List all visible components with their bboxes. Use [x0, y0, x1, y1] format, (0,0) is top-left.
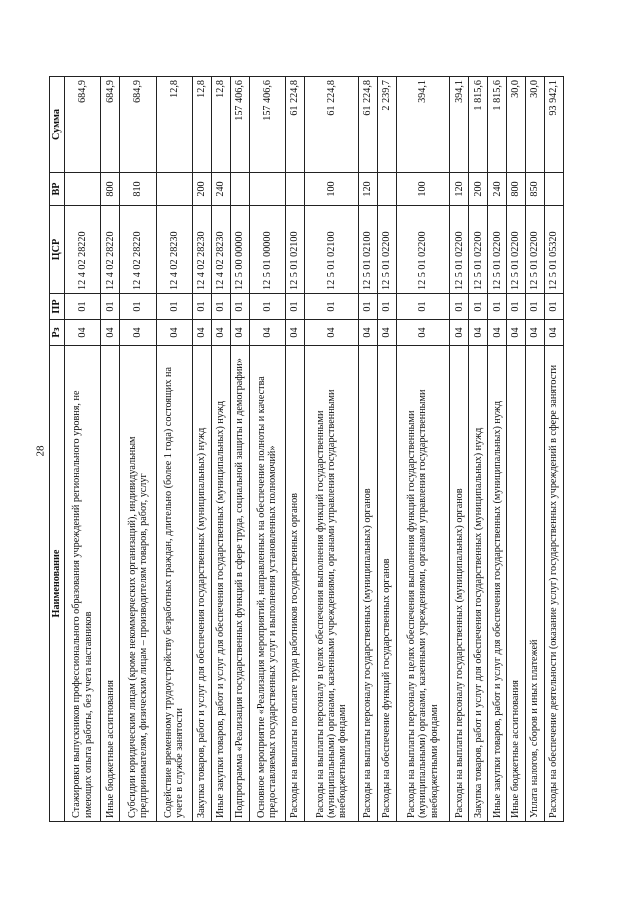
cell-vr: 120 — [358, 173, 377, 206]
header-sum: Сумма — [50, 77, 65, 173]
cell-name: Подпрограмма «Реализация государственных функций в сфере труда, социальной защиты и демографии» — [230, 346, 249, 822]
cell-pr: 01 — [286, 294, 305, 320]
cell-vr: 120 — [450, 173, 469, 206]
cell-name: Расходы на выплаты персоналу в целях обеспечения выполнения функций государственными (муниципальными) органами, казенными учреждениями, органами управления государственными внебюджетными фондами — [396, 346, 450, 822]
cell-csr: 12 5 01 02200 — [469, 206, 488, 294]
cell-pr: 01 — [156, 294, 192, 320]
cell-name: Расходы на выплаты персоналу государственных (муниципальных) органов — [450, 346, 469, 822]
cell-name: Расходы на выплаты по оплате труда работников государственных органов — [286, 346, 305, 822]
cell-sum: 2 239,7 — [377, 77, 396, 173]
cell-sum: 61 224,8 — [286, 77, 305, 173]
cell-vr — [156, 173, 192, 206]
table-row — [286, 77, 305, 822]
cell-csr: 12 4 02 28230 — [211, 206, 230, 294]
cell-rz: 04 — [65, 320, 101, 346]
cell-rz: 04 — [230, 320, 249, 346]
cell-rz: 04 — [156, 320, 192, 346]
cell-name: Расходы на выплаты персоналу государственных (муниципальных) органов — [358, 346, 377, 822]
header-pr: ПР — [50, 294, 65, 320]
cell-sum: 684,9 — [101, 77, 120, 173]
cell-vr: 240 — [211, 173, 230, 206]
header-vr: ВР — [50, 173, 65, 206]
cell-vr: 800 — [101, 173, 120, 206]
cell-vr: 240 — [488, 173, 507, 206]
cell-csr: 12 4 02 28230 — [192, 206, 211, 294]
cell-name: Иные бюджетные ассигнования — [507, 346, 526, 822]
cell-sum: 157 406,6 — [230, 77, 249, 173]
cell-vr — [545, 173, 564, 206]
table-row — [305, 77, 359, 822]
cell-rz: 04 — [101, 320, 120, 346]
cell-pr: 01 — [358, 294, 377, 320]
cell-sum: 394,1 — [396, 77, 450, 173]
cell-vr: 810 — [120, 173, 156, 206]
cell-sum: 684,9 — [65, 77, 101, 173]
cell-rz: 04 — [545, 320, 564, 346]
cell-pr: 01 — [249, 294, 285, 320]
cell-pr: 01 — [469, 294, 488, 320]
cell-name: Субсидии юридическим лицам (кроме некоммерческих организаций), индивидуальным предпринимателям, физическим лицам – производителям товаров, работ, услуг — [120, 346, 156, 822]
cell-vr: 100 — [396, 173, 450, 206]
cell-vr — [377, 173, 396, 206]
cell-sum: 12,8 — [192, 77, 211, 173]
header-csr: ЦСР — [50, 206, 65, 294]
cell-rz: 04 — [507, 320, 526, 346]
header-name: Наименование — [50, 346, 65, 822]
cell-rz: 04 — [526, 320, 545, 346]
cell-sum: 394,1 — [450, 77, 469, 173]
cell-pr: 01 — [120, 294, 156, 320]
cell-csr: 12 5 00 00000 — [230, 206, 249, 294]
cell-sum: 12,8 — [156, 77, 192, 173]
cell-name: Расходы на обеспечение функций государственных органов — [377, 346, 396, 822]
cell-csr: 12 4 02 28220 — [120, 206, 156, 294]
cell-name: Стажировки выпускников профессионального образования учреждений регионального уровня, не имеющих опыта работы, без учета наставников — [65, 346, 101, 822]
cell-csr: 12 4 02 28220 — [65, 206, 101, 294]
cell-rz: 04 — [305, 320, 359, 346]
cell-rz: 04 — [377, 320, 396, 346]
cell-csr: 12 5 01 02200 — [396, 206, 450, 294]
table-row — [65, 77, 101, 822]
cell-vr — [65, 173, 101, 206]
table-row — [396, 77, 450, 822]
cell-name: Основное мероприятие «Реализация мероприятий, направленных на обеспечение полноты и качества предоставляемых государственных услуг и выполнения установленных полномочий» — [249, 346, 285, 822]
budget-table — [49, 76, 564, 822]
table-row — [377, 77, 396, 822]
cell-pr: 01 — [526, 294, 545, 320]
cell-pr: 01 — [396, 294, 450, 320]
cell-vr — [230, 173, 249, 206]
rotated-table-wrapper — [49, 77, 564, 822]
cell-pr: 01 — [377, 294, 396, 320]
cell-sum: 30,0 — [507, 77, 526, 173]
cell-csr: 12 4 02 28230 — [156, 206, 192, 294]
table-row — [211, 77, 230, 822]
cell-rz: 04 — [396, 320, 450, 346]
table-row — [230, 77, 249, 822]
cell-csr: 12 5 01 02200 — [507, 206, 526, 294]
cell-vr — [286, 173, 305, 206]
cell-vr: 800 — [507, 173, 526, 206]
cell-vr: 100 — [305, 173, 359, 206]
cell-sum: 684,9 — [120, 77, 156, 173]
cell-name: Иные закупки товаров, работ и услуг для обеспечения государственных (муниципальных) нужд — [211, 346, 230, 822]
table-header-row — [50, 77, 65, 822]
cell-csr: 12 5 01 02100 — [286, 206, 305, 294]
cell-rz: 04 — [211, 320, 230, 346]
cell-sum: 61 224,8 — [305, 77, 359, 173]
table-row — [192, 77, 211, 822]
cell-csr: 12 5 01 02200 — [377, 206, 396, 294]
cell-vr: 850 — [526, 173, 545, 206]
cell-sum: 1 815,6 — [469, 77, 488, 173]
table-row — [488, 77, 507, 822]
cell-sum: 1 815,6 — [488, 77, 507, 173]
cell-name: Закупка товаров, работ и услуг для обеспечения государственных (муниципальных) нужд — [469, 346, 488, 822]
table-row — [120, 77, 156, 822]
table-row — [469, 77, 488, 822]
cell-name: Иные бюджетные ассигнования — [101, 346, 120, 822]
cell-csr: 12 5 01 02100 — [358, 206, 377, 294]
table-row — [101, 77, 120, 822]
cell-sum: 93 942,1 — [545, 77, 564, 173]
cell-rz: 04 — [469, 320, 488, 346]
cell-csr: 12 4 02 28220 — [101, 206, 120, 294]
cell-name: Уплата налогов, сборов и иных платежей — [526, 346, 545, 822]
cell-name: Иные закупки товаров, работ и услуг для обеспечения государственных (муниципальных) нужд — [488, 346, 507, 822]
cell-name: Расходы на обеспечение деятельности (оказание услуг) государственных учреждений в сфере занятости — [545, 346, 564, 822]
cell-csr: 12 5 01 02100 — [305, 206, 359, 294]
cell-vr: 200 — [192, 173, 211, 206]
cell-pr: 01 — [488, 294, 507, 320]
cell-pr: 01 — [211, 294, 230, 320]
cell-rz: 04 — [358, 320, 377, 346]
table-row — [526, 77, 545, 822]
cell-sum: 30,0 — [526, 77, 545, 173]
cell-rz: 04 — [286, 320, 305, 346]
cell-sum: 61 224,8 — [358, 77, 377, 173]
header-rz: Рз — [50, 320, 65, 346]
cell-csr: 12 5 01 02200 — [488, 206, 507, 294]
table-row — [156, 77, 192, 822]
table-row — [249, 77, 285, 822]
cell-rz: 04 — [120, 320, 156, 346]
cell-pr: 01 — [65, 294, 101, 320]
cell-rz: 04 — [192, 320, 211, 346]
cell-pr: 01 — [230, 294, 249, 320]
cell-sum: 12,8 — [211, 77, 230, 173]
table-row — [507, 77, 526, 822]
cell-vr: 200 — [469, 173, 488, 206]
cell-csr: 12 5 01 02200 — [526, 206, 545, 294]
cell-sum: 157 406,6 — [249, 77, 285, 173]
cell-vr — [249, 173, 285, 206]
cell-pr: 01 — [192, 294, 211, 320]
cell-pr: 01 — [507, 294, 526, 320]
cell-csr: 12 5 01 02200 — [450, 206, 469, 294]
cell-rz: 04 — [249, 320, 285, 346]
cell-rz: 04 — [450, 320, 469, 346]
cell-pr: 01 — [450, 294, 469, 320]
cell-name: Содействие временному трудоустройству безработных граждан, длительно (более 1 года) состоящих на учете в службе занятости — [156, 346, 192, 822]
cell-name: Расходы на выплаты персоналу в целях обеспечения выполнения функций государственными (муниципальными) органами, казенными учреждениями, органами управления государственными внебюджетными фондами — [305, 346, 359, 822]
cell-pr: 01 — [101, 294, 120, 320]
table-row — [450, 77, 469, 822]
cell-name: Закупка товаров, работ и услуг для обеспечения государственных (муниципальных) нужд — [192, 346, 211, 822]
page-number: 28 — [34, 445, 47, 457]
cell-rz: 04 — [488, 320, 507, 346]
table-row — [545, 77, 564, 822]
cell-pr: 01 — [305, 294, 359, 320]
table-row — [358, 77, 377, 822]
cell-csr: 12 5 01 00000 — [249, 206, 285, 294]
cell-pr: 01 — [545, 294, 564, 320]
cell-csr: 12 5 01 05320 — [545, 206, 564, 294]
